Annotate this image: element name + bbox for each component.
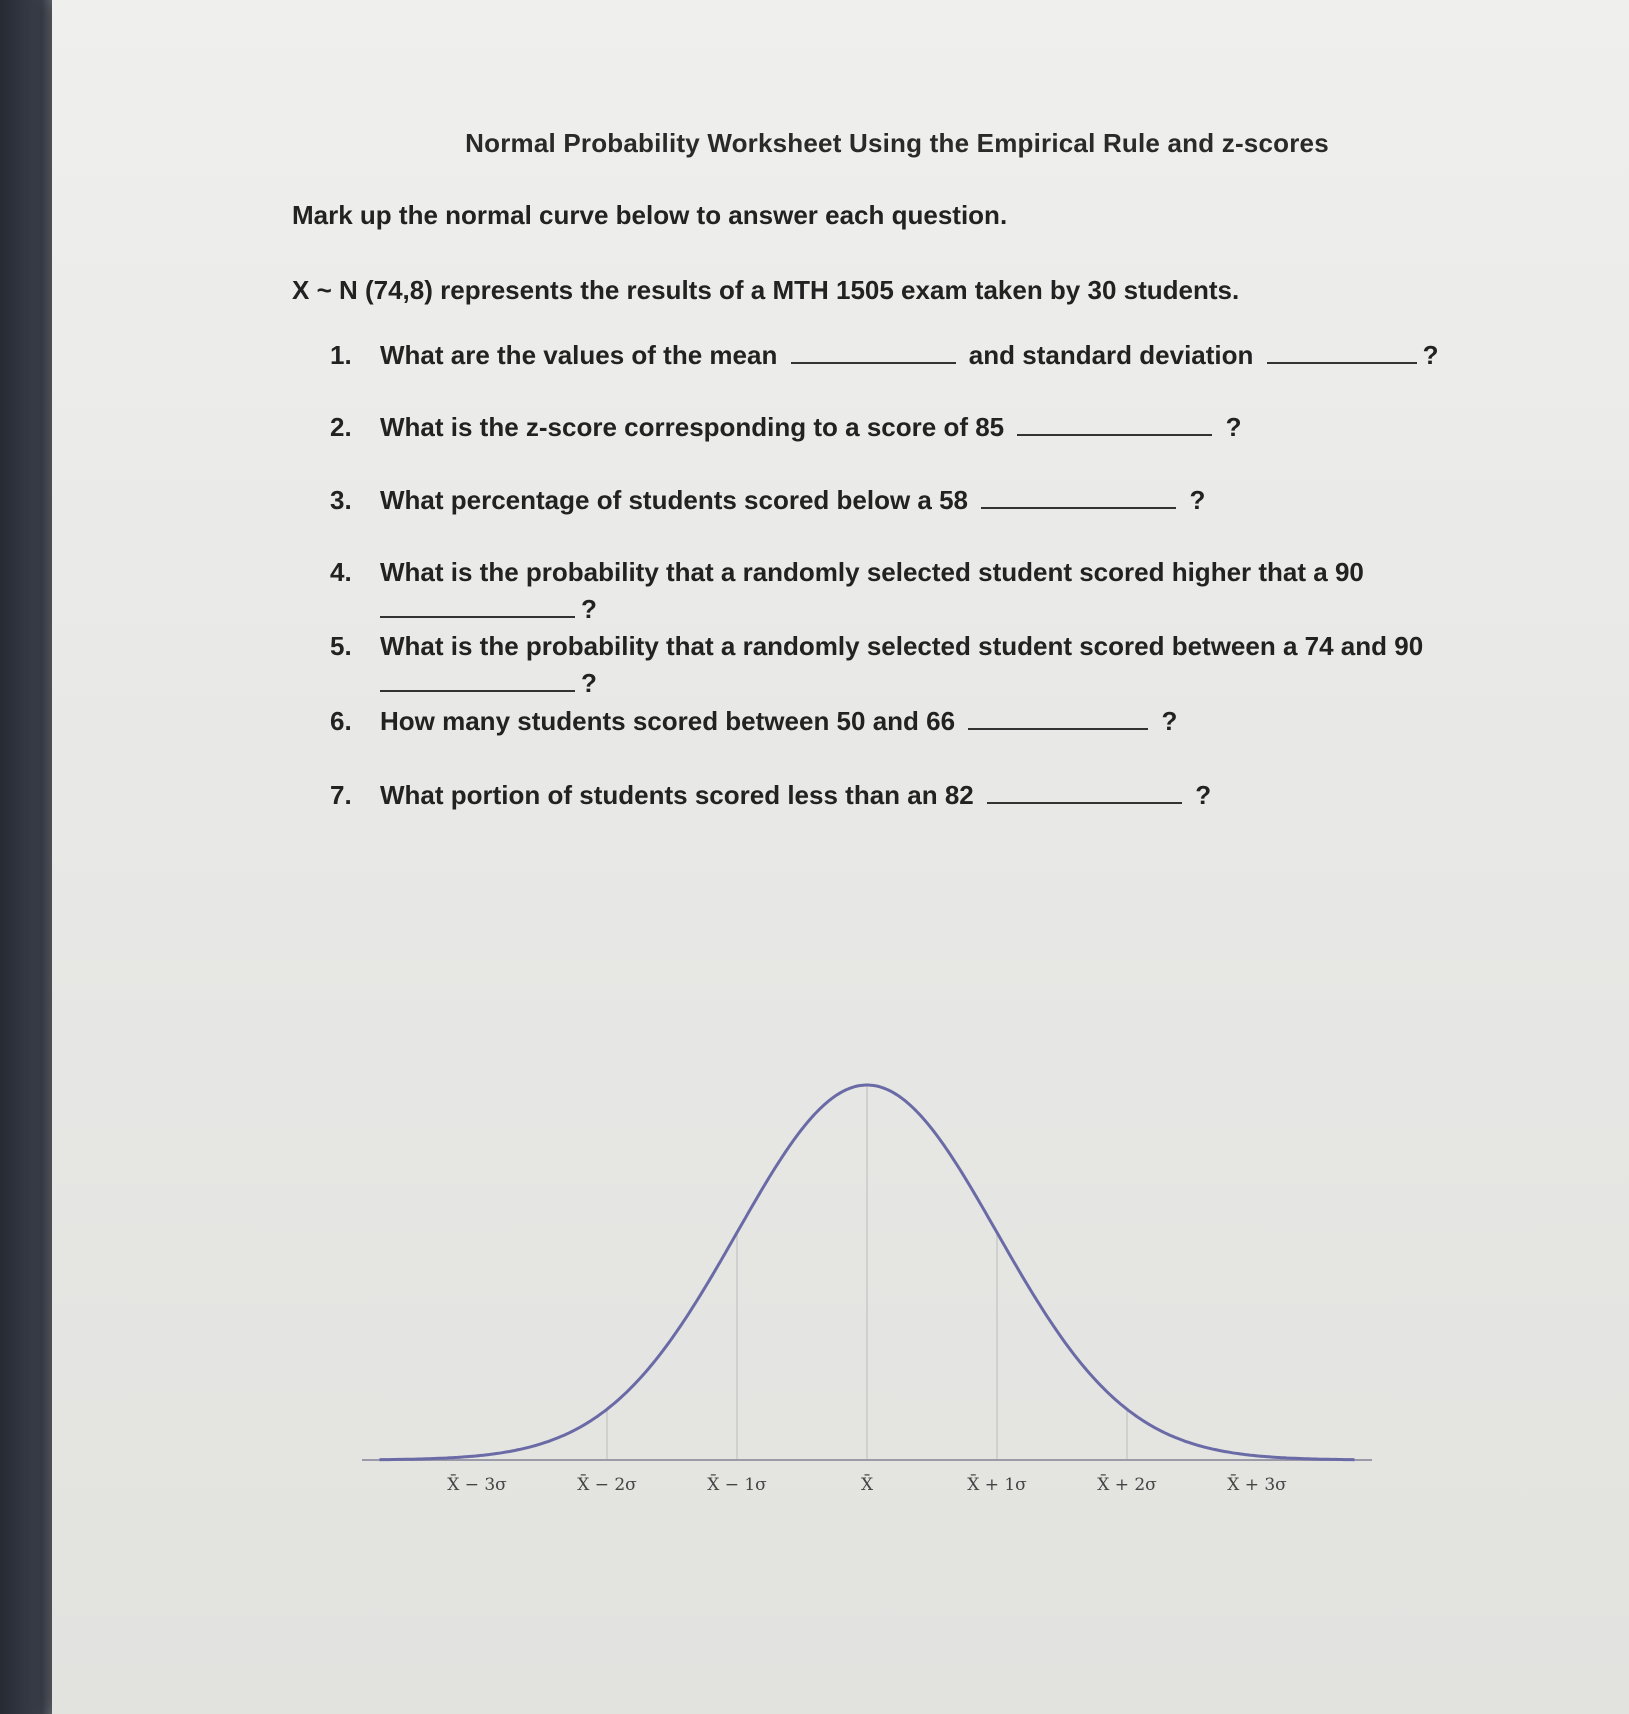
question-number: 2. bbox=[330, 412, 352, 442]
question-number: 6. bbox=[330, 706, 352, 736]
question-text: What is the probability that a randomly selected student scored higher that a 90 bbox=[380, 557, 1364, 587]
question-mark: ? bbox=[1189, 485, 1206, 515]
question-text: What is the z-score corresponding to a score of 85 bbox=[380, 412, 1005, 442]
question-mark: ? bbox=[581, 594, 597, 624]
question-number: 7. bbox=[330, 780, 352, 810]
question-text: and standard deviation bbox=[968, 340, 1254, 370]
question-mark: ? bbox=[1225, 412, 1242, 442]
question-text: What portion of students scored less than an 82 bbox=[380, 780, 974, 810]
x-tick-label: X̄ − 1σ bbox=[707, 1475, 767, 1495]
x-tick-label: X̄ + 3σ bbox=[1227, 1475, 1287, 1495]
question-number: 1. bbox=[330, 340, 352, 370]
question-mark: ? bbox=[1195, 780, 1212, 810]
question-number: 5. bbox=[330, 631, 352, 661]
distribution-statement: X ~ N (74,8) represents the results of a MTH 1505 exam taken by 30 students. bbox=[292, 275, 1240, 305]
question-mark: ? bbox=[1422, 340, 1439, 370]
x-tick-label: X̄ − 3σ bbox=[447, 1475, 507, 1495]
instruction-text: Mark up the normal curve below to answer each question. bbox=[292, 200, 1008, 230]
question-number: 3. bbox=[330, 485, 352, 515]
x-tick-label: X̄ + 1σ bbox=[967, 1475, 1027, 1495]
question-text: What are the values of the mean bbox=[380, 340, 778, 370]
question-text: What percentage of students scored below a 58 bbox=[380, 485, 969, 515]
page-title: Normal Probability Worksheet Using the Empirical Rule and z-scores bbox=[465, 128, 1329, 158]
question-text: How many students scored between 50 and 66 bbox=[380, 706, 956, 736]
question-mark: ? bbox=[581, 668, 597, 698]
question-number: 4. bbox=[330, 557, 352, 587]
question-text: What is the probability that a randomly selected student scored between a 74 and 90 bbox=[380, 631, 1424, 661]
question-mark: ? bbox=[1161, 706, 1178, 736]
x-tick-label: X̄ + 2σ bbox=[1097, 1475, 1157, 1495]
x-tick-label: X̄ − 2σ bbox=[577, 1475, 637, 1495]
x-tick-label: X̄ bbox=[860, 1475, 874, 1495]
